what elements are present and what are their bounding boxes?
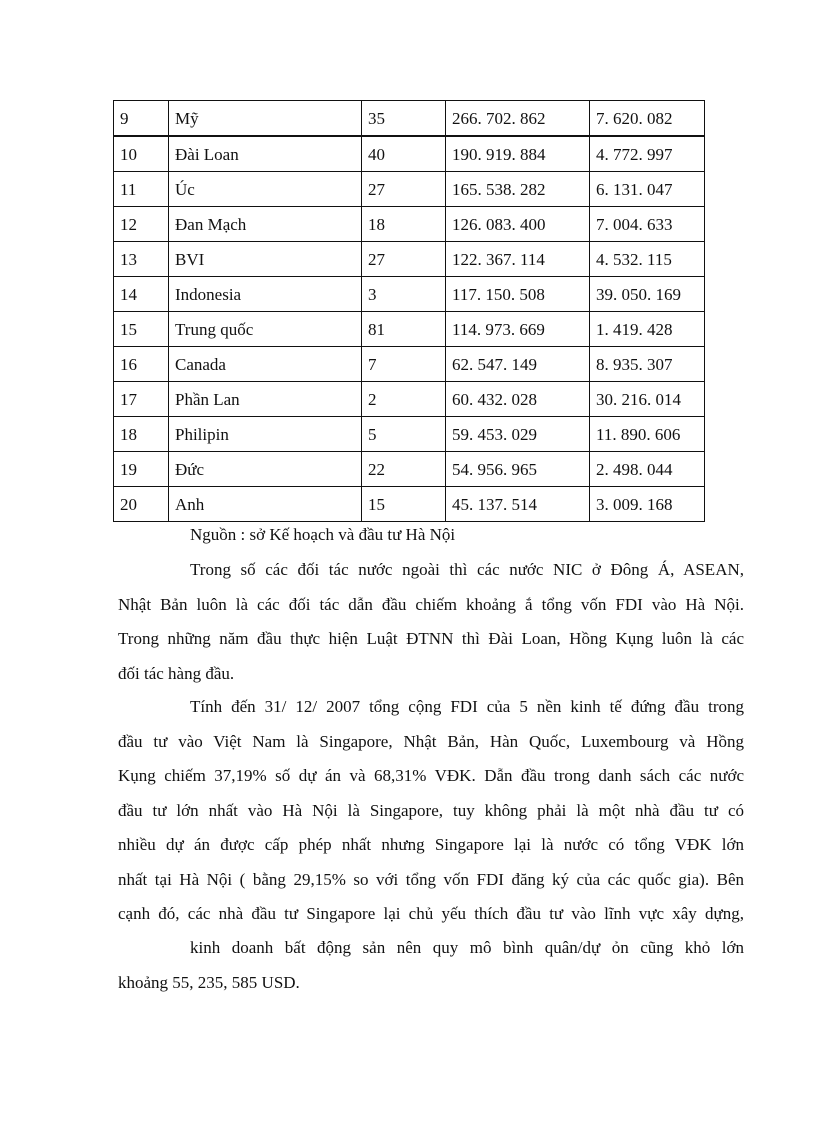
average-capital-cell: 11. 890. 606 bbox=[590, 417, 705, 452]
project-count-cell: 7 bbox=[362, 347, 446, 382]
registered-capital-cell: 126. 083. 400 bbox=[446, 207, 590, 242]
paragraph-line: nhiều dự án được cấp phép nhất nhưng Singapore lại là nước có tổng VĐK lớn bbox=[118, 835, 744, 854]
country-cell: Đài Loan bbox=[169, 136, 362, 172]
fdi-partner-table bbox=[113, 100, 705, 522]
row-number-cell: 15 bbox=[114, 312, 169, 347]
registered-capital-cell: 54. 956. 965 bbox=[446, 452, 590, 487]
average-capital-cell: 7. 620. 082 bbox=[590, 101, 705, 137]
project-count-cell: 3 bbox=[362, 277, 446, 312]
project-count-cell: 35 bbox=[362, 101, 446, 137]
paragraph-line: Trong số các đối tác nước ngoài thì các nước NIC ở Đông Á, ASEAN, bbox=[190, 560, 744, 579]
country-cell: Úc bbox=[169, 172, 362, 207]
registered-capital-cell: 266. 702. 862 bbox=[446, 101, 590, 137]
country-cell: Đức bbox=[169, 452, 362, 487]
registered-capital-cell: 59. 453. 029 bbox=[446, 417, 590, 452]
paragraph bbox=[118, 931, 744, 1000]
table-row bbox=[114, 487, 705, 522]
row-number-cell: 13 bbox=[114, 242, 169, 277]
average-capital-cell: 39. 050. 169 bbox=[590, 277, 705, 312]
paragraph-line: Trong những năm đầu thực hiện Luật ĐTNN thì Đài Loan, Hồng Kụng luôn là các bbox=[118, 629, 744, 648]
country-cell: Canada bbox=[169, 347, 362, 382]
project-count-cell: 18 bbox=[362, 207, 446, 242]
paragraph-line: đầu tư vào Việt Nam là Singapore, Nhật Bản, Hàn Quốc, Luxembourg và Hồng bbox=[118, 731, 744, 751]
table-row bbox=[114, 277, 705, 312]
country-cell: Philipin bbox=[169, 417, 362, 452]
country-cell: Phần Lan bbox=[169, 382, 362, 417]
row-number-cell: 20 bbox=[114, 487, 169, 522]
table-row bbox=[114, 242, 705, 277]
registered-capital-cell: 190. 919. 884 bbox=[446, 136, 590, 172]
table-row bbox=[114, 101, 705, 137]
country-cell: Mỹ bbox=[169, 101, 362, 137]
row-number-cell: 19 bbox=[114, 452, 169, 487]
row-number-cell: 14 bbox=[114, 277, 169, 312]
average-capital-cell: 7. 004. 633 bbox=[590, 207, 705, 242]
registered-capital-cell: 60. 432. 028 bbox=[446, 382, 590, 417]
project-count-cell: 15 bbox=[362, 487, 446, 522]
project-count-cell: 2 bbox=[362, 382, 446, 417]
table-row bbox=[114, 417, 705, 452]
country-cell: Indonesia bbox=[169, 277, 362, 312]
paragraph-line: kinh doanh bất động sản nên quy mô bình quân/dự ỏn cũng khỏ lớn bbox=[190, 938, 744, 957]
row-number-cell: 18 bbox=[114, 417, 169, 452]
row-number-cell: 10 bbox=[114, 136, 169, 172]
project-count-cell: 81 bbox=[362, 312, 446, 347]
average-capital-cell: 30. 216. 014 bbox=[590, 382, 705, 417]
paragraph bbox=[118, 553, 744, 691]
project-count-cell: 27 bbox=[362, 172, 446, 207]
average-capital-cell: 6. 131. 047 bbox=[590, 172, 705, 207]
registered-capital-cell: 114. 973. 669 bbox=[446, 312, 590, 347]
country-cell: BVI bbox=[169, 242, 362, 277]
paragraph-line: nhất tại Hà Nội ( bằng 29,15% so với tổng vốn FDI đăng ký của các quốc gia). Bên bbox=[118, 869, 744, 889]
paragraph-line: Nhật Bản luôn là các đối tác dẫn đầu chiếm khoảng ắ tổng vốn FDI vào Hà Nội. bbox=[118, 594, 744, 614]
paragraph-line: đầu tư lớn nhất vào Hà Nội là Singapore, tuy không phải là một nhà đầu tư có bbox=[118, 800, 744, 820]
table-row bbox=[114, 172, 705, 207]
table-row bbox=[114, 312, 705, 347]
project-count-cell: 22 bbox=[362, 452, 446, 487]
table-row bbox=[114, 452, 705, 487]
table-row bbox=[114, 382, 705, 417]
registered-capital-cell: 117. 150. 508 bbox=[446, 277, 590, 312]
table-row bbox=[114, 207, 705, 242]
row-number-cell: 9 bbox=[114, 101, 169, 137]
registered-capital-cell: 122. 367. 114 bbox=[446, 242, 590, 277]
country-cell: Trung quốc bbox=[169, 312, 362, 347]
paragraph-line: khoảng 55, 235, 585 USD. bbox=[118, 972, 300, 992]
average-capital-cell: 3. 009. 168 bbox=[590, 487, 705, 522]
row-number-cell: 16 bbox=[114, 347, 169, 382]
average-capital-cell: 2. 498. 044 bbox=[590, 452, 705, 487]
registered-capital-cell: 45. 137. 514 bbox=[446, 487, 590, 522]
row-number-cell: 17 bbox=[114, 382, 169, 417]
row-number-cell: 11 bbox=[114, 172, 169, 207]
registered-capital-cell: 165. 538. 282 bbox=[446, 172, 590, 207]
average-capital-cell: 1. 419. 428 bbox=[590, 312, 705, 347]
paragraph-line: đối tác hàng đầu. bbox=[118, 663, 235, 683]
table-row bbox=[114, 136, 705, 172]
paragraph-line: Tính đến 31/ 12/ 2007 tổng cộng FDI của 5 nền kinh tế đứng đầu trong bbox=[190, 697, 744, 716]
project-count-cell: 40 bbox=[362, 136, 446, 172]
country-cell: Anh bbox=[169, 487, 362, 522]
average-capital-cell: 4. 772. 997 bbox=[590, 136, 705, 172]
country-cell: Đan Mạch bbox=[169, 207, 362, 242]
paragraph-line: cạnh đó, các nhà đầu tư Singapore lại chủ yếu thích đầu tư vào lĩnh vực xây dựng, bbox=[118, 904, 744, 923]
registered-capital-cell: 62. 547. 149 bbox=[446, 347, 590, 382]
row-number-cell: 12 bbox=[114, 207, 169, 242]
project-count-cell: 27 bbox=[362, 242, 446, 277]
project-count-cell: 5 bbox=[362, 417, 446, 452]
paragraph bbox=[118, 690, 744, 932]
paragraph-line: Kụng chiếm 37,19% số dự án và 68,31% VĐK. Dẫn đầu trong danh sách các nước bbox=[118, 766, 744, 785]
table-row bbox=[114, 347, 705, 382]
table-source-note: Nguồn : sở Kế hoạch và đầu tư Hà Nội bbox=[190, 525, 456, 544]
table-body bbox=[114, 101, 705, 522]
average-capital-cell: 4. 532. 115 bbox=[590, 242, 705, 277]
average-capital-cell: 8. 935. 307 bbox=[590, 347, 705, 382]
